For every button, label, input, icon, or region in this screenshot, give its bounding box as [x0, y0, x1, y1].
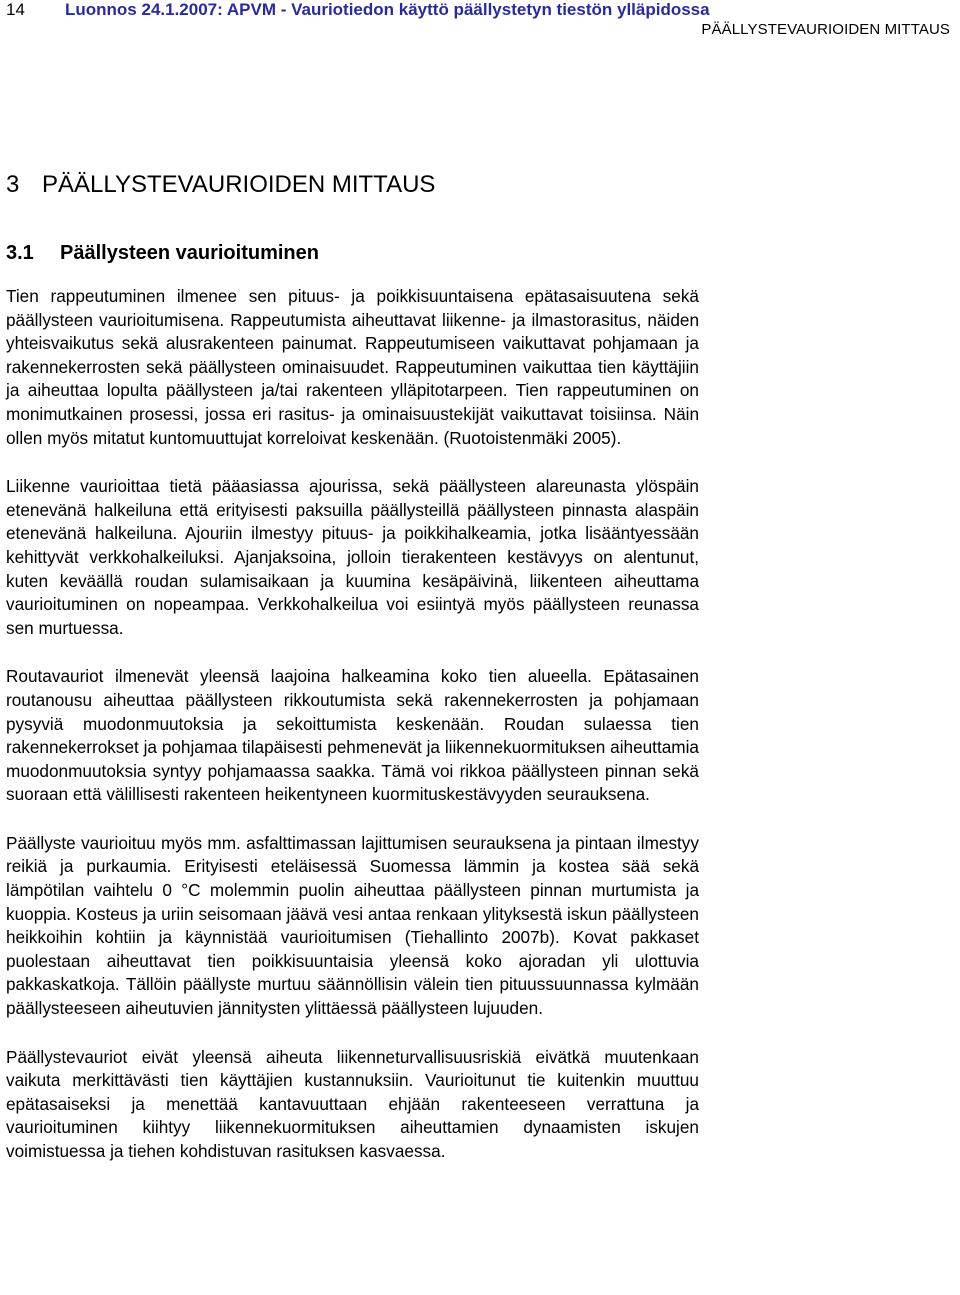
paragraph: Routavauriot ilmenevät yleensä laajoina halkeamina koko tien alueella. Epätasainen routanousu aiheuttaa päällysteen rikkoutumista sekä rakennekerrosten ja pohjamaan pysyviä muodonmuutoksia ja sekoittumista keskenään. Roudan sulaessa tien rakennekerrokset ja pohjamaa tilapäisesti pehmenevät ja liikennekuormituksen aiheuttamia muodonmuutoksia syntyy pohjamaassa saakka. Tämä voi rikkoa päällysteen pinnan sekä suoraan että välillisesti rakenteen heikentyneen kuormituskestävyyden seurauksena. — [6, 666, 699, 805]
running-chapter-title: PÄÄLLYSTEVAURIOIDEN MITTAUS — [701, 21, 950, 38]
paragraph: Päällystevauriot eivät yleensä aiheuta liikenneturvallisuusriskiä eivätkä muutenkaan vaikuta merkittävästi tien käyttäjien kustannuksiin. Vaurioitunut tie kuitenkin muuttuu epätasaiseksi ja menettää kantavuuttaan ehjään rakenteeseen verrattuna ja vaurioituminen kiihtyy liikennekuormituksen aiheuttamien dynaamisten iskujen voimistuessa ja tiehen kohdistuvan rasituksen kasvaessa. — [6, 1046, 699, 1161]
page-number: 14 — [6, 0, 25, 19]
chapter-title: PÄÄLLYSTEVAURIOIDEN MITTAUS — [42, 171, 436, 198]
section-title: Päällysteen vaurioituminen — [60, 242, 319, 264]
paragraph: Tien rappeutuminen ilmenee sen pituus- ja poikkisuuntaisena epätasaisuutena sekä päällysteen vaurioitumisena. Rappeutumista aiheuttavat liikenne- ja ilmastorasitus, näiden yhteisvaikutus sekä alusrakenteen painumat. Rappeutumiseen vaikuttavat pohjamaan ja rakennekerrosten sekä päällysteen ominaisuudet. Rappeutuminen vaikuttaa tien käyttäjiin ja aiheuttaa lopulta päällysteen ja/tai rakenteen ylläpitotarpeen. Tien rappeutuminen on monimutkainen prosessi, jossa eri rasitus- ja ominaisuustekijät vaikuttavat toisiinsa. Näin ollen myös mitatut kuntomuuttujat korreloivat keskenään. (Ruotoistenmäki 2005). — [6, 286, 699, 448]
section-heading — [6, 240, 319, 266]
paragraph: Päällyste vaurioituu myös mm. asfalttimassan lajittumisen seurauksena ja pintaan ilmestyy reikiä ja purkaumia. Erityisesti eteläisessä Suomessa lämmin ja kostea sää sekä lämpötilan vaihtelu 0 °C molemmin puolin aiheuttaa päällysteen pinnan murtumista ja kuoppia. Kosteus ja uriin seisomaan jäävä vesi antaa renkaan ylityksestä iskun päällysteen heikkoihin kohtiin ja käynnistää vaurioitumisen (Tiehallinto 2007b). Kovat pakkaset puolestaan aiheuttavat tien poikkisuuntaisia yleensä koko ajoradan yli ulottuvia pakkaskatkoja. Tällöin päällyste murtuu säännöllisin välein tien pituussuunnassa kylmään päällysteeseen aiheutuvien jännitysten ylittäessä päällysteen lujuuden. — [6, 832, 699, 1019]
running-title: Luonnos 24.1.2007: APVM - Vauriotiedon käyttö päällystetyn tiestön ylläpidossa — [65, 0, 710, 19]
chapter-heading — [6, 170, 435, 200]
section-number: 3.1 — [6, 242, 34, 264]
body-text — [6, 285, 699, 1189]
page-header — [6, 0, 956, 50]
chapter-number: 3 — [6, 171, 20, 198]
paragraph: Liikenne vaurioittaa tietä pääasiassa ajourissa, sekä päällysteen alareunasta ylöspäin etenevänä halkeiluna että erityisesti paksuilla päällysteillä päällysteen pinnasta alaspäin etenevänä halkeiluna. Ajouriin ilmestyy pituus- ja poikkihalkeamia, jotka lisääntyessään kehittyvät verkkohalkeiluksi. Ajanjaksoina, jolloin tierakenteen kestävyys on alentunut, kuten keväällä roudan sulamisaikaan ja kuumina kesäpäivinä, liikenteen aiheuttama vaurioituminen on nopeampaa. Verkkohalkeilua voi esiintyä myös päällysteen reunassa sen murtuessa. — [6, 476, 699, 638]
